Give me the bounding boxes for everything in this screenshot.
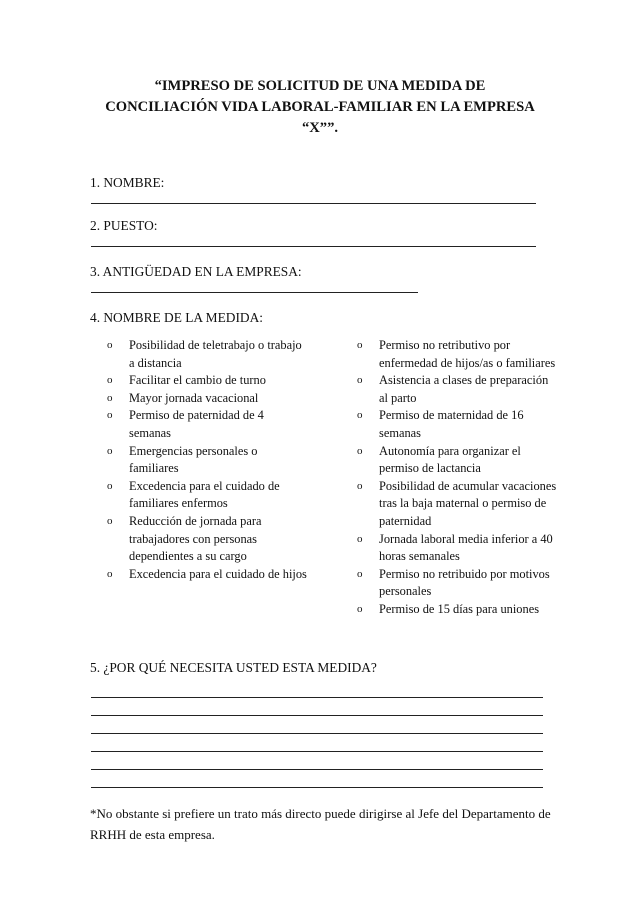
motivo-input-line-3[interactable] bbox=[91, 733, 543, 734]
circle-bullet-icon: o bbox=[357, 409, 363, 422]
title-line-3: “X””. bbox=[301, 120, 339, 136]
measure-option[interactable] bbox=[107, 513, 307, 566]
measure-option-label: Facilitar el cambio de turno bbox=[129, 373, 266, 388]
motivo-input-line-1[interactable] bbox=[91, 697, 543, 698]
puesto-input-line[interactable] bbox=[91, 246, 536, 247]
circle-bullet-icon: o bbox=[107, 339, 113, 351]
document-title bbox=[90, 76, 550, 139]
measure-option[interactable] bbox=[357, 601, 557, 619]
motivo-input-line-2[interactable] bbox=[91, 715, 543, 716]
measure-option[interactable] bbox=[107, 372, 307, 390]
field-label-motivo: 5. ¿POR QUÉ NECESITA USTED ESTA MEDIDA? bbox=[90, 660, 377, 675]
measures-list-left bbox=[107, 337, 307, 583]
measure-option-label: Mayor jornada vacacional bbox=[129, 390, 259, 405]
field-label-antiguedad: 3. ANTIGÜEDAD EN LA EMPRESA: bbox=[90, 264, 302, 279]
motivo-input-line-4[interactable] bbox=[91, 751, 543, 752]
measure-option[interactable] bbox=[107, 443, 307, 478]
measure-option-label: Emergencias personales o familiares bbox=[129, 443, 258, 476]
field-label-nombre: 1. NOMBRE: bbox=[90, 175, 165, 190]
circle-bullet-icon: o bbox=[357, 479, 363, 492]
measure-option-label: Permiso de 15 días para uniones bbox=[379, 601, 540, 616]
measure-option-label: Posibilidad de teletrabajo o trabajo a distancia bbox=[129, 338, 302, 370]
circle-bullet-icon: o bbox=[107, 374, 113, 387]
measure-option[interactable] bbox=[107, 407, 307, 442]
measure-option-label: Autonomía para organizar el permiso de lactancia bbox=[379, 443, 521, 476]
circle-bullet-icon: o bbox=[357, 532, 363, 545]
circle-bullet-icon: o bbox=[107, 444, 113, 457]
measure-option-label: Excedencia para el cuidado de hijos bbox=[129, 566, 307, 581]
measure-option[interactable] bbox=[107, 337, 307, 372]
measure-option-label: Permiso no retributivo por enfermedad de hijos/as o familiares bbox=[379, 338, 556, 370]
footnote: *No obstante si prefiere un trato más directo puede dirigirse al Jefe del Departamento de RRHH de esta empresa. bbox=[90, 806, 551, 842]
circle-bullet-icon: o bbox=[107, 514, 113, 527]
circle-bullet-icon: o bbox=[357, 567, 363, 580]
circle-bullet-icon: o bbox=[357, 339, 363, 351]
field-label-medida: 4. NOMBRE DE LA MEDIDA: bbox=[90, 310, 263, 325]
measure-option[interactable] bbox=[357, 478, 557, 531]
title-line-1: “IMPRESO DE SOLICITUD DE UNA MEDIDA DE bbox=[154, 78, 486, 94]
measures-list-right bbox=[357, 337, 557, 619]
measure-option-label: Permiso de paternidad de 4 semanas bbox=[129, 408, 264, 440]
measure-option-label: Jornada laboral media inferior a 40 horas semanales bbox=[379, 531, 553, 564]
measure-option-label: Permiso de maternidad de 16 semanas bbox=[379, 408, 524, 440]
measure-option[interactable] bbox=[357, 531, 557, 566]
measure-option[interactable] bbox=[357, 443, 557, 478]
measure-option-label: Permiso no retribuido por motivos personales bbox=[379, 566, 550, 599]
circle-bullet-icon: o bbox=[357, 602, 363, 615]
nombre-input-line[interactable] bbox=[91, 203, 536, 204]
measure-option[interactable] bbox=[357, 407, 557, 442]
motivo-input-line-6[interactable] bbox=[91, 787, 543, 788]
circle-bullet-icon: o bbox=[107, 391, 113, 404]
measure-option-label: Asistencia a clases de preparación al parto bbox=[379, 373, 549, 405]
antiguedad-input-line[interactable] bbox=[91, 292, 418, 293]
field-label-puesto: 2. PUESTO: bbox=[90, 218, 158, 233]
measure-option[interactable] bbox=[107, 478, 307, 513]
circle-bullet-icon: o bbox=[107, 479, 113, 492]
measure-option[interactable] bbox=[107, 566, 307, 584]
measure-option-label: Excedencia para el cuidado de familiares enfermos bbox=[129, 478, 280, 511]
measure-option[interactable] bbox=[107, 390, 307, 408]
circle-bullet-icon: o bbox=[107, 567, 113, 580]
circle-bullet-icon: o bbox=[357, 374, 363, 387]
circle-bullet-icon: o bbox=[357, 444, 363, 457]
circle-bullet-icon: o bbox=[107, 409, 113, 422]
measure-option[interactable] bbox=[357, 337, 557, 372]
measure-option[interactable] bbox=[357, 372, 557, 407]
measure-option[interactable] bbox=[357, 566, 557, 601]
title-line-2: CONCILIACIÓN VIDA LABORAL-FAMILIAR EN LA EMPRESA bbox=[105, 99, 535, 115]
measure-option-label: Reducción de jornada para trabajadores con personas dependientes a su cargo bbox=[129, 513, 262, 564]
motivo-input-line-5[interactable] bbox=[91, 769, 543, 770]
measure-option-label: Posibilidad de acumular vacaciones tras la baja maternal o permiso de paternidad bbox=[379, 478, 557, 528]
